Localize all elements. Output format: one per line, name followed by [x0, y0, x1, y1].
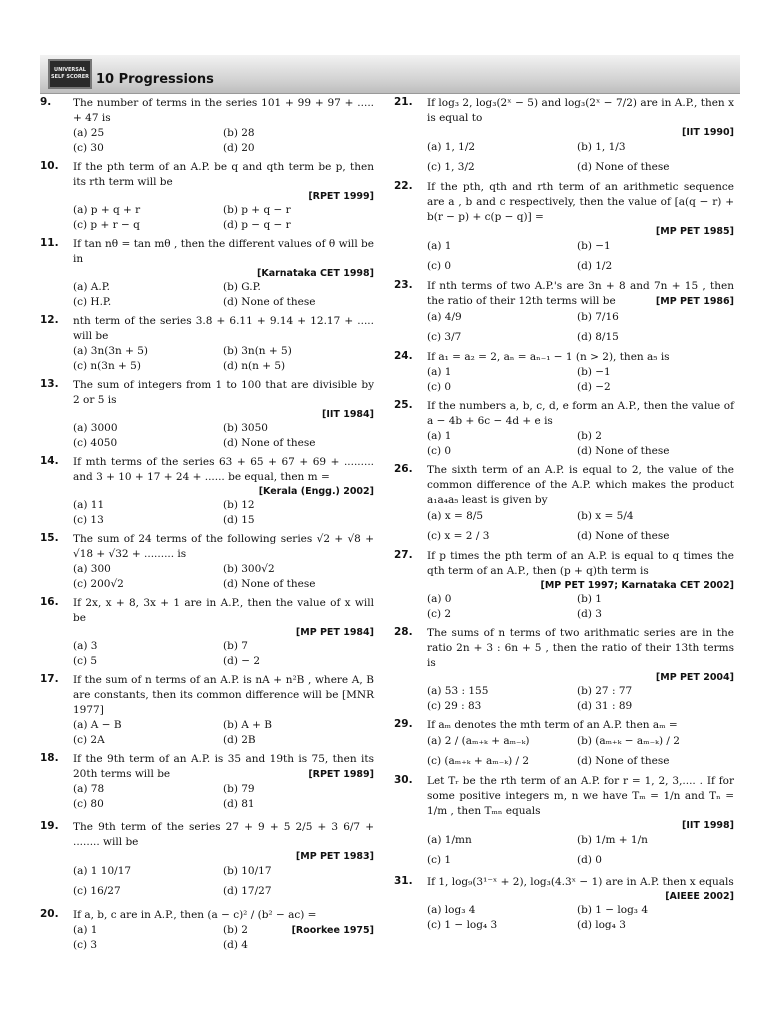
option-a: (a) A.P.	[73, 281, 110, 293]
question-stem: If p times the pth term of an A.P. is equal to q times the qth term of an A.P., then (p + q)th term is	[427, 550, 734, 577]
option-a: (a) 1 10/17	[73, 865, 132, 877]
option-d: (d) None of these	[577, 445, 670, 457]
option-c: (c) 3	[73, 939, 98, 951]
option-a: (a) 53 : 155	[427, 685, 489, 697]
option-d: (d) − 2	[223, 655, 261, 667]
question-31	[394, 875, 734, 933]
option-d: (d) None of these	[577, 530, 670, 542]
option-c: (c) p + r − q	[73, 219, 140, 231]
question-stem: If the pth, qth and rth term of an arithmetic sequence are a , b and c respectively, then the value of [a(q − r) + b(r − p) + c(p − q)] =	[427, 181, 734, 223]
option-d: (d) 8/15	[577, 331, 619, 343]
option-d: (d) 1/2	[577, 260, 613, 272]
option-d: (d) n(n + 5)	[223, 360, 286, 372]
question-number: 16.	[40, 596, 59, 608]
question-16	[40, 596, 374, 669]
option-b: (b) 10/17	[223, 865, 272, 877]
option-b: (b) p + q − r	[223, 204, 291, 216]
question-25	[394, 399, 734, 459]
question-12	[40, 314, 374, 374]
option-a: (a) 3	[73, 640, 98, 652]
question-17	[40, 673, 374, 748]
question-source: [Karnataka CET 1998]	[257, 268, 374, 279]
question-source: [Kerala (Engg.) 2002]	[258, 486, 374, 497]
question-29	[394, 718, 734, 770]
question-stem: If the sum of n terms of an A.P. is nA + n²B , where A, B are constants, then its common difference will be [MNR 1977]	[73, 674, 374, 716]
question-22	[394, 180, 734, 275]
question-number: 29.	[394, 718, 413, 730]
option-c: (c) 13	[73, 514, 104, 526]
option-b: (b) 2	[223, 924, 248, 936]
option-b: (b) 2	[577, 430, 602, 442]
question-stem: If the numbers a, b, c, d, e form an A.P., then the value of a − 4b + 6c − 4d + e is	[427, 400, 734, 427]
option-d: (d) p − q − r	[223, 219, 291, 231]
question-number: 26.	[394, 463, 413, 475]
option-b: (b) 1, 1/3	[577, 141, 626, 153]
option-a: (a) 1	[427, 430, 452, 442]
option-d: (d) log₄ 3	[577, 919, 626, 931]
question-number: 10.	[40, 160, 59, 172]
option-b: (b) 28	[223, 127, 255, 139]
option-b: (b) 3050	[223, 422, 268, 434]
answer-options	[73, 718, 374, 748]
chapter-title: 10 Progressions	[96, 72, 214, 87]
question-source: [MP PET 1986]	[655, 296, 734, 307]
question-stem: If tan nθ = tan mθ , then the different values of θ will be in	[73, 238, 374, 265]
option-a: (a) log₃ 4	[427, 904, 476, 916]
question-source: [MP PET 2004]	[655, 672, 734, 683]
option-c: (c) 0	[427, 260, 452, 272]
option-c: (c) 200√2	[73, 578, 124, 590]
option-d: (d) 15	[223, 514, 255, 526]
option-b: (b) 7/16	[577, 311, 619, 323]
question-number: 12.	[40, 314, 59, 326]
option-c: (c) 3/7	[427, 331, 462, 343]
question-14	[40, 455, 374, 528]
question-20	[40, 908, 374, 953]
question-stem: If 1, log₉(3¹⁻ˣ + 2), log₃(4.3ˣ − 1) are in A.P. then x equals	[427, 876, 734, 888]
option-a: (a) 0	[427, 593, 452, 605]
option-d: (d) None of these	[223, 437, 316, 449]
question-stem: The sum of 24 terms of the following series √2 + √8 + √18 + √32 + ......... is	[73, 533, 374, 560]
answer-options	[427, 508, 734, 545]
question-stem: Let Tᵣ be the rth term of an A.P. for r = 1, 2, 3,.... . If for some positive integers m, n we have Tₘ = 1/n and Tₙ = 1/m , then Tₘₙ equals	[427, 775, 734, 817]
answer-options	[73, 421, 374, 451]
option-b: (b) x = 5/4	[577, 510, 634, 522]
right-column	[394, 96, 734, 933]
option-c: (c) 2	[427, 608, 452, 620]
option-a: (a) 11	[73, 499, 105, 511]
option-c: (c) n(3n + 5)	[73, 360, 141, 372]
option-a: (a) 1	[427, 240, 452, 252]
question-number: 28.	[394, 626, 413, 638]
question-number: 18.	[40, 752, 59, 764]
answer-options	[73, 344, 374, 374]
option-b: (b) 7	[223, 640, 248, 652]
question-number: 23.	[394, 279, 413, 291]
option-d: (d) 17/27	[223, 885, 272, 897]
option-d: (d) −2	[577, 381, 611, 393]
question-number: 15.	[40, 532, 59, 544]
option-b: (b) −1	[577, 240, 611, 252]
question-18	[40, 752, 374, 812]
option-c: (c) 1, 3/2	[427, 161, 475, 173]
question-stem: The sum of integers from 1 to 100 that are divisible by 2 or 5 is	[73, 379, 374, 406]
answer-options	[73, 782, 374, 812]
answer-options	[427, 903, 734, 933]
question-23	[394, 279, 734, 346]
option-d: (d) 4	[223, 939, 248, 951]
question-stem: If a, b, c are in A.P., then (a − c)² / (b² − ac) = [Roorkee 1975]	[73, 909, 374, 936]
question-stem: The 9th term of the series 27 + 9 + 5 2/5 + 3 6/7 + ........ will be	[73, 821, 374, 848]
option-d: (d) None of these	[577, 161, 670, 173]
question-source: [MP PET 1997; Karnataka CET 2002]	[540, 580, 734, 591]
option-c: (c) H.P.	[73, 296, 112, 308]
question-number: 24.	[394, 350, 413, 362]
option-d: (d) 0	[577, 854, 602, 866]
question-21	[394, 96, 734, 176]
question-number: 21.	[394, 96, 413, 108]
answer-options	[427, 733, 734, 770]
option-c: (c) 1	[427, 854, 452, 866]
chapter-header	[40, 55, 740, 94]
question-number: 14.	[40, 455, 59, 467]
question-stem: If the pth term of an A.P. be q and qth term be p, then its rth term will be	[73, 161, 374, 188]
question-19	[40, 820, 374, 900]
question-15	[40, 532, 374, 592]
answer-options	[427, 238, 734, 275]
answer-options	[427, 832, 734, 869]
question-source: [RPET 1989]	[308, 769, 374, 780]
answer-options	[427, 684, 734, 714]
question-9	[40, 96, 374, 156]
option-b: (b) 1 − log₃ 4	[577, 904, 649, 916]
question-27	[394, 549, 734, 622]
option-b: (b) 300√2	[223, 563, 275, 575]
option-b: (b) 27 : 77	[577, 685, 633, 697]
question-source: [AIEEE 2002]	[665, 891, 734, 902]
option-c: (c) 5	[73, 655, 98, 667]
answer-options	[73, 498, 374, 528]
option-d: (d) 20	[223, 142, 255, 154]
option-b: (b) 3n(n + 5)	[223, 345, 292, 357]
option-c: (c) 1 − log₄ 3	[427, 919, 498, 931]
answer-options	[427, 592, 734, 622]
option-d: (d) None of these	[223, 296, 316, 308]
question-stem: nth term of the series 3.8 + 6.11 + 9.14 + 12.17 + ..... will be	[73, 315, 374, 342]
option-a: (a) 2 / (aₘ₊ₖ + aₘ₋ₖ)	[427, 735, 530, 747]
option-a: (a) 4/9	[427, 311, 462, 323]
question-number: 30.	[394, 774, 413, 786]
question-number: 13.	[40, 378, 59, 390]
question-stem: If the 9th term of an A.P. is 35 and 19th is 75, then its 20th terms will be [RPET 1989]	[73, 753, 374, 780]
answer-options	[73, 923, 292, 953]
answer-options	[427, 429, 734, 459]
question-stem: If a₁ = a₂ = 2, aₙ = aₙ₋₁ − 1 (n > 2), then a₅ is	[427, 351, 670, 363]
question-stem: The sixth term of an A.P. is equal to 2, the value of the common difference of the A.P. which makes the product a₁a₄a₅ least is given by	[427, 464, 734, 506]
answer-options	[73, 863, 374, 900]
option-c: (c) 80	[73, 798, 104, 810]
option-d: (d) 31 : 89	[577, 700, 633, 712]
option-b: (b) 12	[223, 499, 255, 511]
answer-options	[427, 139, 734, 176]
publisher-logo	[48, 59, 92, 89]
option-b: (b) A + B	[223, 719, 273, 731]
question-stem: If mth terms of the series 63 + 65 + 67 + 69 + ......... and 3 + 10 + 17 + 24 + ...... be equal, then m =	[73, 456, 374, 483]
question-stem: The number of terms in the series 101 + 99 + 97 + ..... + 47 is	[73, 97, 374, 124]
option-c: (c) 0	[427, 445, 452, 457]
answer-options	[427, 365, 734, 395]
option-c: (c) 4050	[73, 437, 118, 449]
option-a: (a) 25	[73, 127, 105, 139]
question-source: [IIT 1990]	[682, 127, 734, 138]
option-d: (d) None of these	[223, 578, 316, 590]
option-a: (a) 3n(3n + 5)	[73, 345, 149, 357]
answer-options	[73, 562, 374, 592]
option-c: (c) 30	[73, 142, 104, 154]
question-24	[394, 350, 734, 395]
option-c: (c) 0	[427, 381, 452, 393]
question-source: [RPET 1999]	[308, 191, 374, 202]
question-number: 11.	[40, 237, 59, 249]
question-number: 9.	[40, 96, 52, 108]
question-stem: If log₃ 2, log₃(2ˣ − 5) and log₃(2ˣ − 7/2) are in A.P., then x is equal to	[427, 97, 734, 124]
question-13	[40, 378, 374, 451]
answer-options	[427, 309, 734, 346]
question-number: 20.	[40, 908, 59, 920]
option-a: (a) 78	[73, 783, 105, 795]
option-d: (d) None of these	[577, 755, 670, 767]
question-28	[394, 626, 734, 714]
question-30	[394, 774, 734, 869]
option-b: (b) (aₘ₊ₖ − aₘ₋ₖ) / 2	[577, 735, 680, 747]
answer-options	[73, 639, 374, 669]
question-number: 25.	[394, 399, 413, 411]
option-a: (a) 1	[427, 366, 452, 378]
question-number: 22.	[394, 180, 413, 192]
question-stem: The sums of n terms of two arithmatic series are in the ratio 2n + 3 : 6n + 5 , then the ratio of their 13th terms is	[427, 627, 734, 669]
option-b: (b) 1	[577, 593, 602, 605]
option-a: (a) 300	[73, 563, 111, 575]
answer-options	[73, 203, 374, 233]
option-b: (b) G.P.	[223, 281, 261, 293]
question-number: 27.	[394, 549, 413, 561]
option-c: (c) 16/27	[73, 885, 121, 897]
option-a: (a) p + q + r	[73, 204, 141, 216]
option-c: (c) x = 2 / 3	[427, 530, 490, 542]
question-source: [MP PET 1984]	[295, 627, 374, 638]
option-b: (b) 1/m + 1/n	[577, 834, 648, 846]
question-11	[40, 237, 374, 310]
option-a: (a) 1	[73, 924, 98, 936]
question-number: 31.	[394, 875, 413, 887]
option-c: (c) 29 : 83	[427, 700, 482, 712]
option-b: (b) 79	[223, 783, 255, 795]
option-a: (a) x = 8/5	[427, 510, 484, 522]
option-d: (d) 3	[577, 608, 602, 620]
question-source: [Roorkee 1975]	[291, 925, 374, 936]
option-a: (a) 1, 1/2	[427, 141, 476, 153]
left-column	[40, 96, 374, 953]
question-number: 19.	[40, 820, 59, 832]
answer-options	[73, 126, 374, 156]
question-stem: If 2x, x + 8, 3x + 1 are in A.P., then the value of x will be	[73, 597, 374, 624]
question-number: 17.	[40, 673, 59, 685]
option-c: (c) (aₘ₊ₖ + aₘ₋ₖ) / 2	[427, 755, 530, 767]
question-10	[40, 160, 374, 233]
question-source: [MP PET 1983]	[295, 851, 374, 862]
option-d: (d) 2B	[223, 734, 256, 746]
question-source: [IIT 1998]	[682, 820, 734, 831]
question-26	[394, 463, 734, 545]
answer-options	[73, 280, 374, 310]
logo-text: UNIVERSAL SELF SCORER	[51, 67, 89, 80]
option-c: (c) 2A	[73, 734, 105, 746]
option-a: (a) 1/mn	[427, 834, 472, 846]
question-source: [IIT 1984]	[322, 409, 374, 420]
question-stem: If aₘ denotes the mth term of an A.P. then aₘ =	[427, 719, 678, 731]
option-a: (a) A − B	[73, 719, 122, 731]
option-a: (a) 3000	[73, 422, 118, 434]
question-stem: If nth terms of two A.P.'s are 3n + 8 and 7n + 15 , then the ratio of their 12th terms will be [MP PET 1986]	[427, 280, 734, 307]
option-d: (d) 81	[223, 798, 255, 810]
option-b: (b) −1	[577, 366, 611, 378]
question-source: [MP PET 1985]	[655, 226, 734, 237]
